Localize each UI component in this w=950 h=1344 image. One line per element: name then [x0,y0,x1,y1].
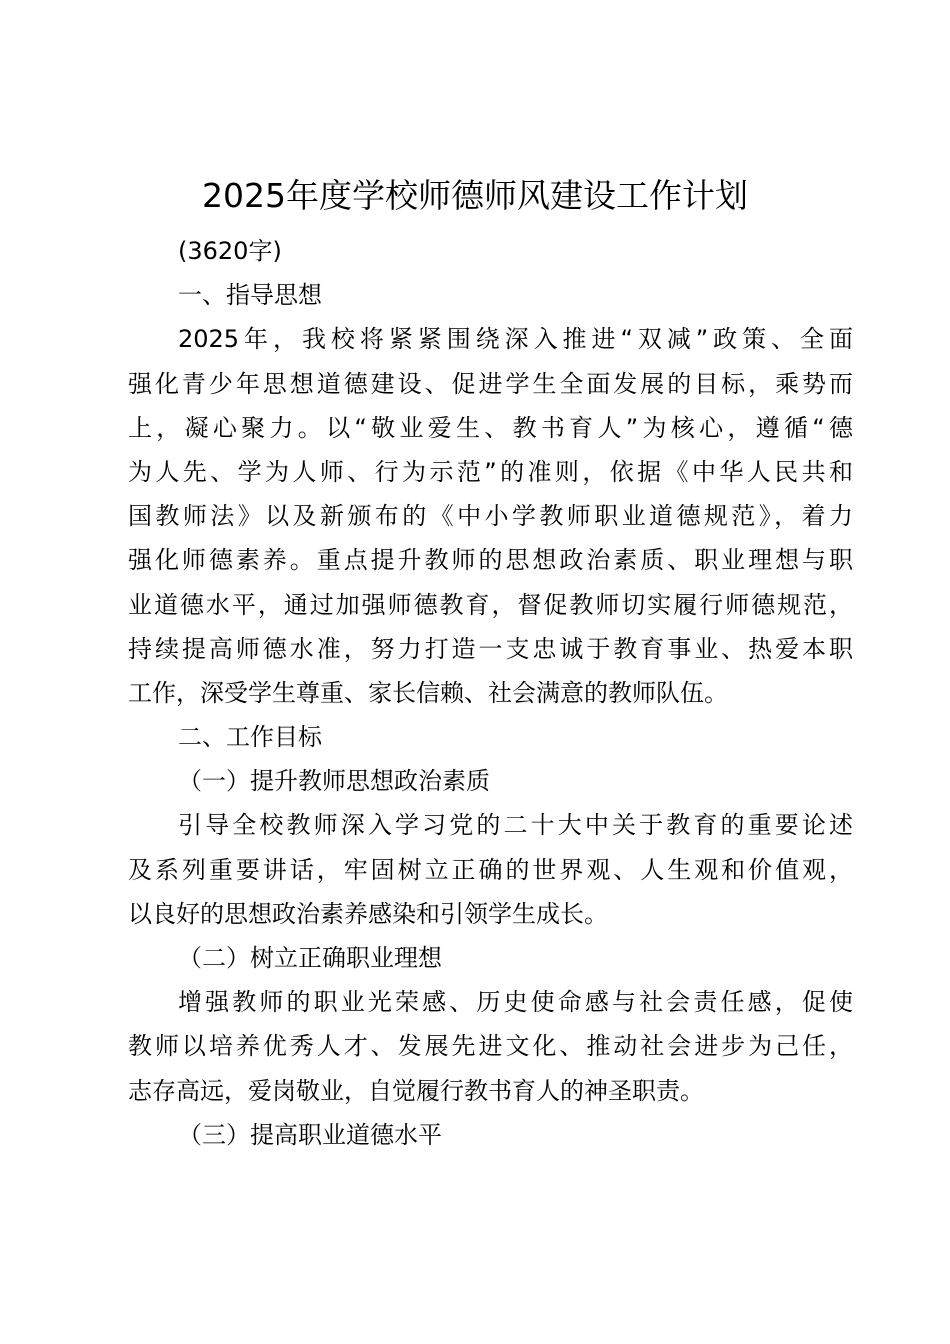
subheading-goal-1: （一）提升教师思想政治素质 [178,767,490,796]
paragraph-line: 工作，深受学生尊重、家长信赖、社会满意的教师队伍。 [128,678,728,707]
document-title: 2025年度学校师德师风建设工作计划 [202,176,748,215]
section-heading-work-goals: 二、工作目标 [178,723,322,752]
subheading-goal-2: （二）树立正确职业理想 [178,944,442,972]
paragraph-line: 2025年，我校将紧紧围绕深入推进“双减”政策、全面 [178,325,853,354]
paragraph-line: 及系列重要讲话，牢固树立正确的世界观、人生观和价值观， [128,855,853,884]
paragraph-line: 业道德水平，通过加强师德教育，督促教师切实履行师德规范， [128,590,853,619]
paragraph-line: 教师以培养优秀人才、发展先进文化、推动社会进步为己任， [128,1032,853,1061]
subheading-goal-3: （三）提高职业道德水平 [178,1120,442,1149]
paragraph-line: 强化青少年思想道德建设、促进学生全面发展的目标，乘势而 [128,369,853,398]
paragraph-line: 引导全校教师深入学习党的二十大中关于教育的重要论述 [178,811,853,840]
paragraph-line: 强化师德素养。重点提升教师的思想政治素质、职业理想与职 [128,546,853,575]
paragraph-line: 志存高远，爱岗敬业，自觉履行教书育人的神圣职责。 [128,1076,704,1105]
paragraph-line: 国教师法》以及新颁布的《中小学教师职业道德规范》，着力 [128,502,853,531]
section-heading-guiding-ideology: 一、指导思想 [178,281,322,310]
paragraph-line: 上，凝心聚力。以“敬业爱生、教书育人”为核心，遵循“德 [128,413,853,442]
paragraph-line: 以良好的思想政治素养感染和引领学生成长。 [128,899,608,928]
paragraph-line: 持续提高师德水准，努力打造一支忠诚于教育事业、热爱本职 [128,634,853,663]
word-count: (3620字) [178,237,282,265]
document-body [128,229,853,1157]
paragraph-line: 为人先、学为人师、行为示范”的准则，依据《中华人民共和 [128,457,853,486]
paragraph-line: 增强教师的职业光荣感、历史使命感与社会责任感，促使 [178,988,853,1017]
